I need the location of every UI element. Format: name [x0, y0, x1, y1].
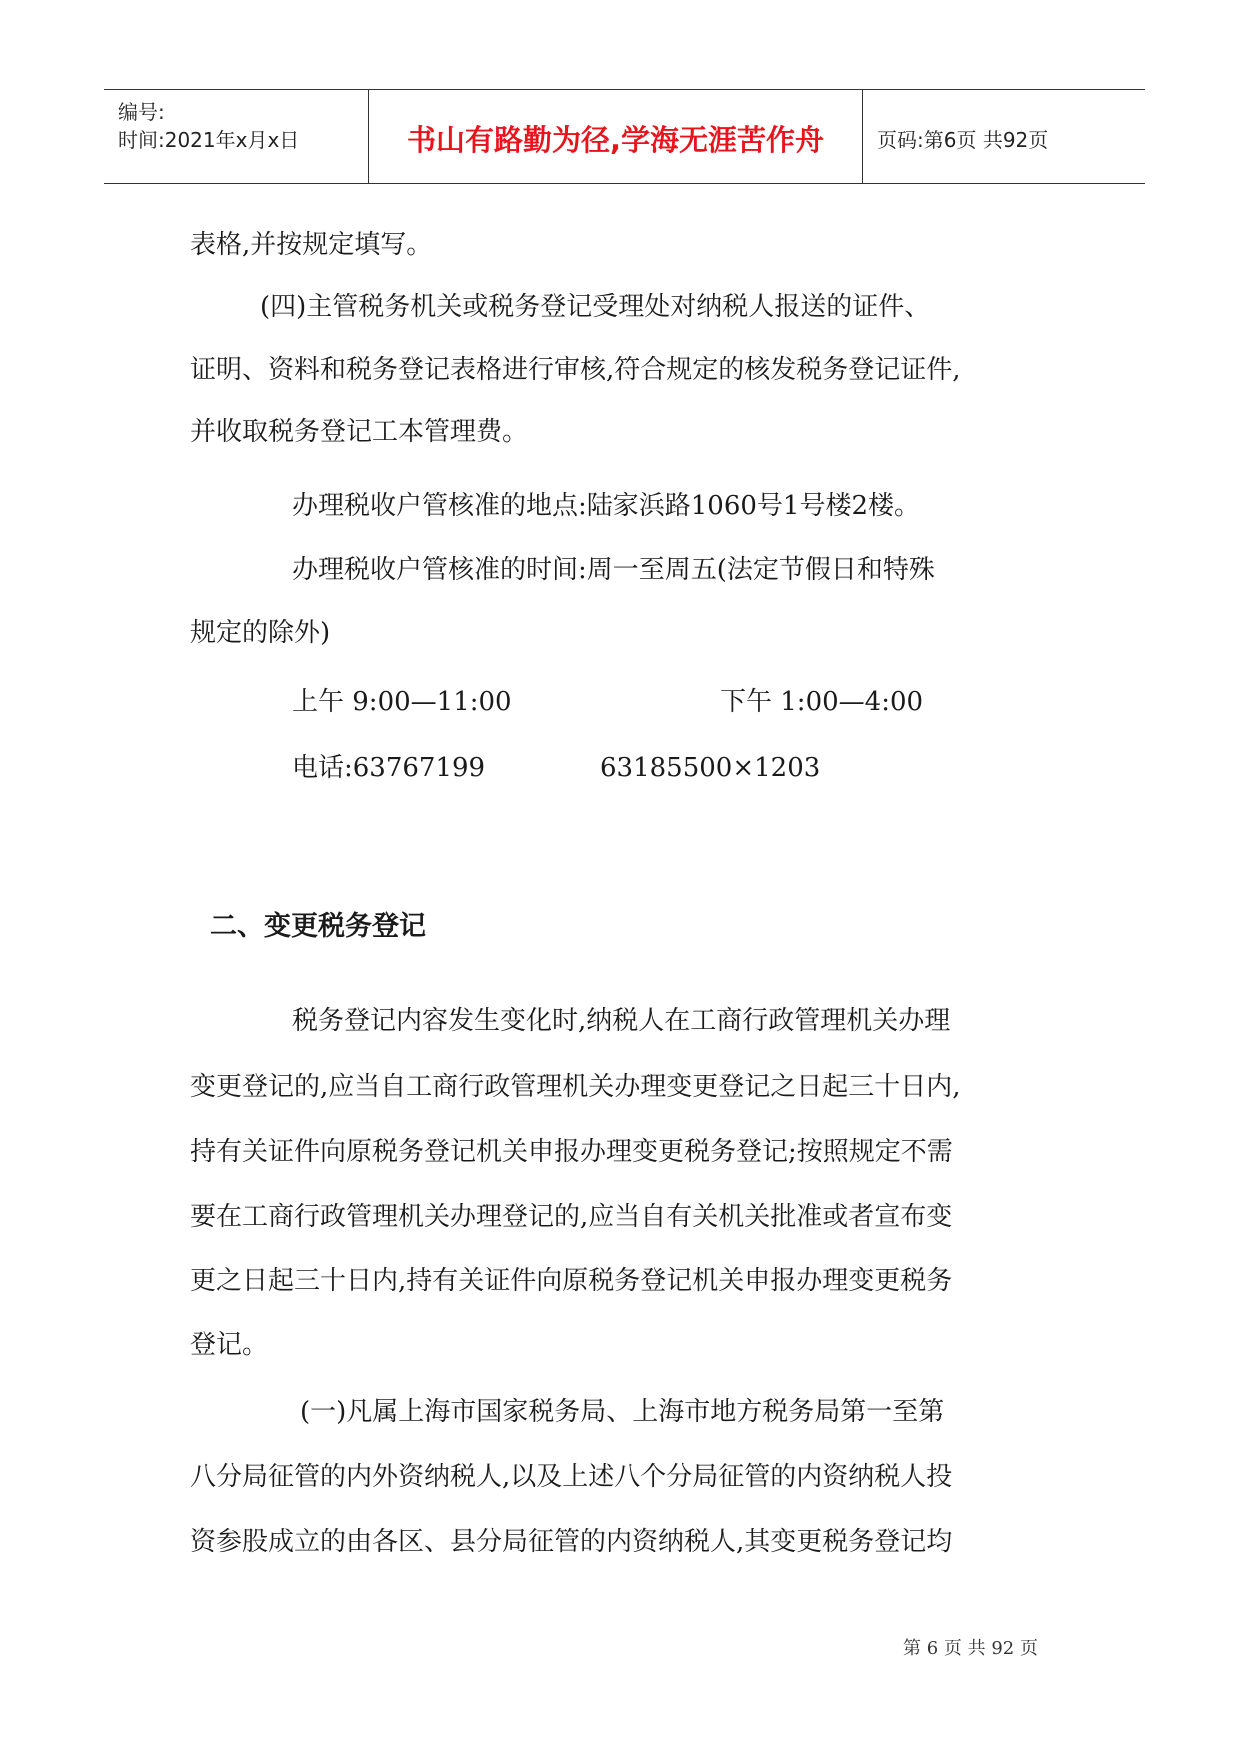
section-line: 更之日起三十日内,持有关证件向原税务登记机关申报办理变更税务 [190, 1266, 953, 1296]
body-line: 办理税收户管核准的地点:陆家浜路1060号1号楼2楼。 [292, 491, 921, 521]
section-heading: 二、变更税务登记 [210, 911, 426, 942]
section-line: 变更登记的,应当自工商行政管理机关办理变更登记之日起三十日内, [190, 1072, 961, 1102]
body-line: 表格,并按规定填写。 [190, 230, 433, 260]
page-header [104, 89, 1145, 184]
section-line: 税务登记内容发生变化时,纳税人在工商行政管理机关办理 [292, 1006, 951, 1036]
morning-hours: 上午 9:00—11:00 [292, 687, 512, 717]
section-line: 登记。 [190, 1330, 269, 1360]
section-line: (一)凡属上海市国家税务局、上海市地方税务局第一至第 [300, 1397, 945, 1427]
afternoon-hours: 下午 1:00—4:00 [720, 687, 924, 717]
phone-extension: 63185500×1203 [600, 753, 821, 783]
section-line: 八分局征管的内外资纳税人,以及上述八个分局征管的内资纳税人投 [190, 1462, 953, 1492]
motto-text: 书山有路勤为径,学海无涯苦作舟 [406, 123, 825, 157]
section-line: 资参股成立的由各区、县分局征管的内资纳税人,其变更税务登记均 [190, 1527, 953, 1557]
page-footer-number: 第 6 页 共 92 页 [903, 1638, 1038, 1659]
document-number-label: 编号: [118, 100, 165, 124]
phone-number: 电话:63767199 [292, 753, 486, 783]
header-page-number: 页码:第6页 共92页 [877, 128, 1049, 152]
body-line: (四)主管税务机关或税务登记受理处对纳税人报送的证件、 [260, 292, 931, 322]
body-line: 规定的除外) [190, 618, 331, 648]
section-line: 持有关证件向原税务登记机关申报办理变更税务登记;按照规定不需 [190, 1137, 953, 1167]
document-time-label: 时间:2021年x月x日 [118, 128, 300, 152]
body-line: 并收取税务登记工本管理费。 [190, 417, 529, 447]
body-line: 办理税收户管核准的时间:周一至周五(法定节假日和特殊 [292, 555, 935, 585]
header-meta-cell [104, 90, 369, 183]
header-page-cell [863, 90, 1145, 183]
section-line: 要在工商行政管理机关办理登记的,应当自有关机关批准或者宣布变 [190, 1202, 953, 1232]
body-line: 证明、资料和税务登记表格进行审核,符合规定的核发税务登记证件, [190, 355, 961, 385]
header-motto-cell [369, 90, 863, 183]
